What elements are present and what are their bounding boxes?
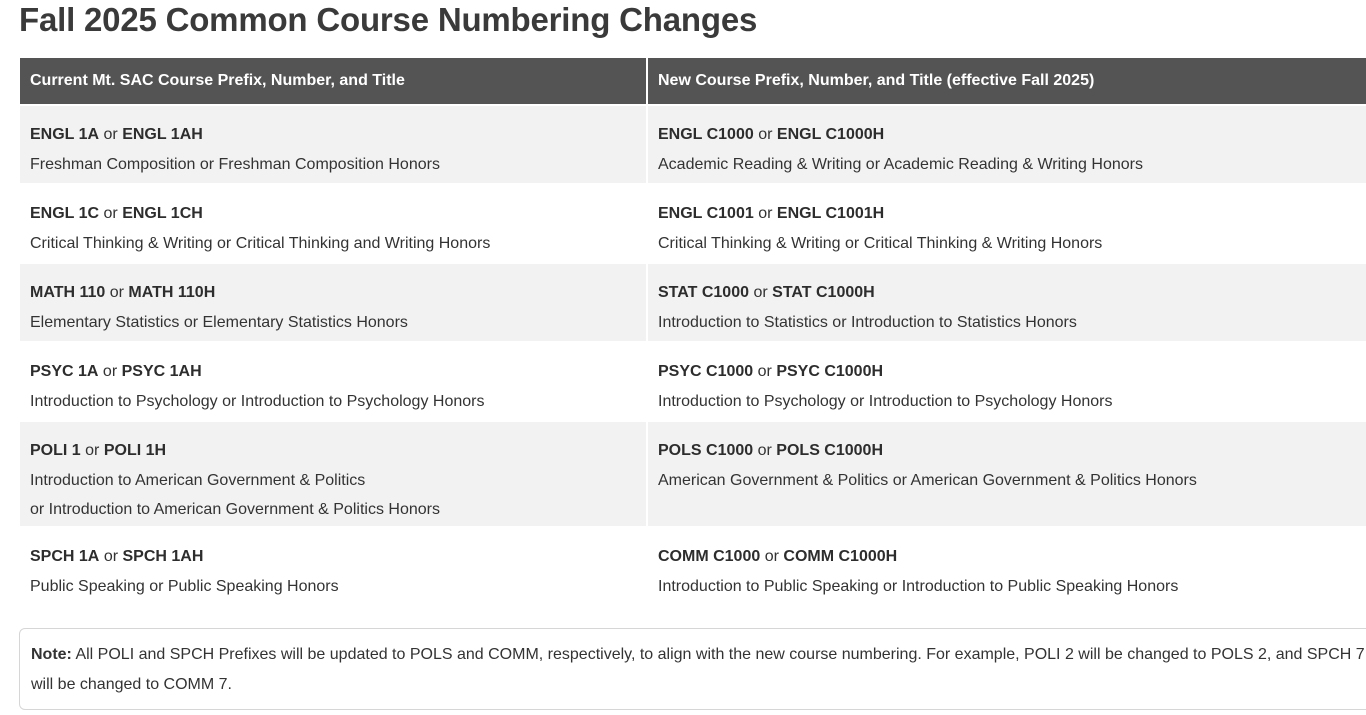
course-code-honors: PSYC 1AH [121, 363, 202, 380]
course-code: POLI 1 [30, 442, 81, 459]
course-title: Academic Reading & Writing or Academic Reading & Writing Honors [658, 155, 1143, 173]
course-code: ENGL C1000 [658, 126, 754, 143]
course-title: Critical Thinking & Writing or Critical Thinking and Writing Honors [30, 234, 491, 252]
course-codes [658, 199, 1356, 229]
current-course-cell [20, 184, 647, 263]
table-row [20, 263, 1366, 342]
or-connector: or [758, 205, 773, 222]
table-row [20, 184, 1366, 263]
course-title: Elementary Statistics or Elementary Statistics Honors [30, 313, 408, 331]
course-title: American Government & Politics or American Government & Politics Honors [658, 471, 1197, 489]
course-code-honors: ENGL 1AH [122, 126, 203, 143]
page-title: Fall 2025 Common Course Numbering Changes [19, 1, 758, 38]
or-connector: or [102, 363, 118, 380]
table-row [20, 527, 1366, 609]
course-title: Introduction to Public Speaking or Introduction to Public Speaking Honors [658, 577, 1179, 595]
or-connector: or [109, 284, 124, 301]
course-code-honors: POLI 1H [103, 442, 167, 459]
or-connector: or [758, 126, 773, 143]
new-course-cell [647, 184, 1366, 263]
table-body [20, 105, 1366, 609]
course-code-honors: SPCH 1AH [122, 548, 204, 565]
course-code: SPCH 1A [30, 548, 100, 565]
new-course-cell [647, 263, 1366, 342]
current-course-cell [20, 342, 647, 421]
course-code-honors: STAT C1000H [772, 284, 875, 301]
new-course-cell [647, 527, 1366, 609]
note-label: Note: [31, 646, 72, 663]
course-title: Introduction to Statistics or Introduction to Statistics Honors [658, 313, 1077, 331]
course-title: Introduction to Psychology or Introduction to Psychology Honors [658, 392, 1113, 410]
course-title: or Introduction to American Government & Politics Honors [30, 501, 440, 518]
course-codes [30, 357, 636, 387]
course-code: MATH 110 [30, 284, 106, 301]
current-course-cell [20, 105, 647, 184]
or-connector: or [85, 442, 100, 459]
course-codes [658, 436, 1356, 466]
or-connector: or [757, 363, 772, 380]
course-code: ENGL C1001 [658, 205, 754, 222]
course-codes [30, 436, 636, 466]
course-code: PSYC C1000 [658, 363, 754, 380]
table-header-row [20, 58, 1366, 105]
course-code: POLS C1000 [658, 442, 754, 459]
current-course-cell [20, 421, 647, 527]
note-box [19, 628, 1366, 710]
course-codes [658, 357, 1356, 387]
course-codes [30, 542, 636, 572]
course-numbering-table [20, 58, 1366, 609]
course-code-honors: POLS C1000H [776, 442, 884, 459]
or-connector: or [103, 205, 118, 222]
course-code-honors: ENGL C1000H [776, 126, 885, 143]
header-current-course: Current Mt. SAC Course Prefix, Number, and Title [20, 58, 647, 105]
course-title: Introduction to Psychology or Introduction to Psychology Honors [30, 392, 485, 410]
table-row [20, 342, 1366, 421]
table-row [20, 421, 1366, 527]
course-codes [30, 120, 636, 150]
header-new-course: New Course Prefix, Number, and Title (effective Fall 2025) [647, 58, 1366, 105]
note-text: All POLI and SPCH Prefixes will be updated to POLS and COMM, respectively, to align with the new course numbering. For example, POLI 2 will be changed to POLS 2, and SPCH 7 will be changed to COMM 7. [31, 646, 1365, 693]
course-code-honors: PSYC C1000H [776, 363, 884, 380]
or-connector: or [764, 548, 779, 565]
new-course-cell [647, 105, 1366, 184]
or-connector: or [103, 126, 118, 143]
or-connector: or [753, 284, 768, 301]
course-title: Critical Thinking & Writing or Critical Thinking & Writing Honors [658, 234, 1103, 252]
course-code-honors: MATH 110H [128, 284, 216, 301]
course-title: Public Speaking or Public Speaking Honors [30, 577, 339, 595]
or-connector: or [757, 442, 772, 459]
course-codes [30, 199, 636, 229]
course-code: COMM C1000 [658, 548, 761, 565]
course-code: ENGL 1C [30, 205, 100, 222]
or-connector: or [103, 548, 119, 565]
table-row [20, 105, 1366, 184]
course-codes [658, 542, 1356, 572]
course-title: Freshman Composition or Freshman Composition Honors [30, 155, 440, 173]
new-course-cell [647, 421, 1366, 527]
current-course-cell [20, 263, 647, 342]
course-codes [658, 120, 1356, 150]
course-code-honors: ENGL C1001H [776, 205, 885, 222]
current-course-cell [20, 527, 647, 609]
course-codes [658, 278, 1356, 308]
course-code: PSYC 1A [30, 363, 99, 380]
course-code-honors: ENGL 1CH [122, 205, 203, 222]
course-code: ENGL 1A [30, 126, 100, 143]
course-codes [30, 278, 636, 308]
course-code-honors: COMM C1000H [783, 548, 898, 565]
course-code: STAT C1000 [658, 284, 749, 301]
course-title: Introduction to American Government & Politics [30, 471, 366, 489]
new-course-cell [647, 342, 1366, 421]
